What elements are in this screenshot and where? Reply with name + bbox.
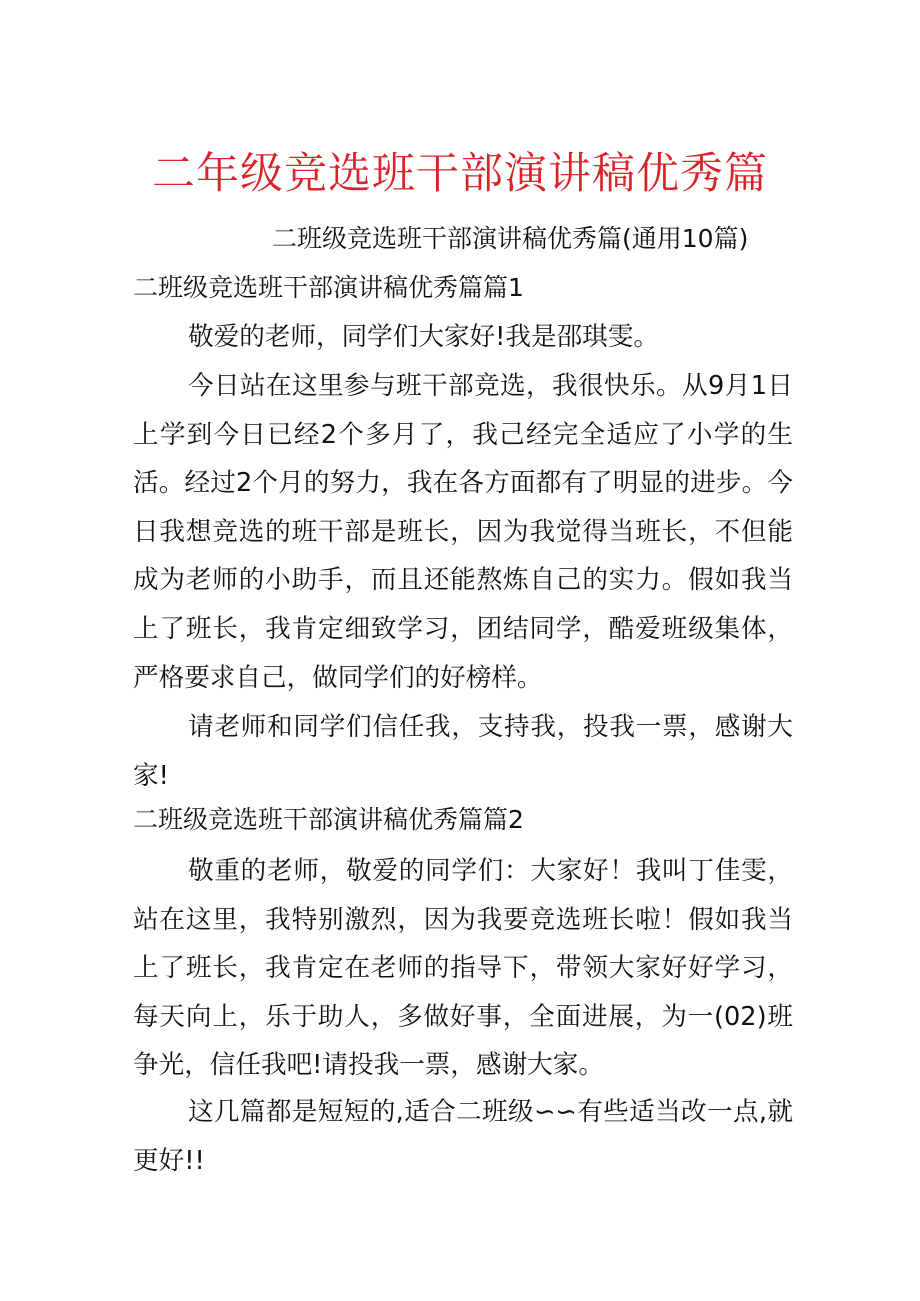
document-title: 二年级竞选班干部演讲稿优秀篇 (152, 149, 768, 199)
paragraph: 今日站在这里参与班干部竞选，我很快乐。从9月1日上学到今日已经2个多月了，我己经完全适应了小学的生活。经过2个月的努力，我在各方面都有了明显的进步。今日我想竞选的班干部是班长，因为我觉得当班长，不但能成为老师的小助手，而且还能熬炼自己的实力。假如我当上了班长，我肯定细致学习，团结同学，酷爱班级集体，严格要求自己，做同学们的好榜样。 (133, 371, 793, 693)
document-subtitle: 二班级竞选班干部演讲稿优秀篇(通用10篇) (272, 224, 749, 253)
paragraph: 这几篇都是短短的,适合二班级∽∽有些适当改一点,就更好!! (133, 1097, 793, 1176)
paragraph: 敬重的老师，敬爱的同学们：大家好！我叫丁佳雯，站在这里，我特别激烈，因为我要竞选班长啦！假如我当上了班长，我肯定在老师的指导下，带领大家好好学习，每天向上，乐于助人，多做好事，全面进展，为一(02)班争光，信任我吧!请投我一票，感谢大家。 (133, 856, 793, 1081)
section-heading: 二班级竞选班干部演讲稿优秀篇篇2 (133, 805, 524, 834)
paragraph: 敬爱的老师，同学们大家好!我是邵琪雯。 (188, 322, 659, 352)
section-heading: 二班级竞选班干部演讲稿优秀篇篇1 (133, 273, 524, 302)
paragraph: 请老师和同学们信任我，支持我，投我一票，感谢大家! (133, 712, 793, 791)
